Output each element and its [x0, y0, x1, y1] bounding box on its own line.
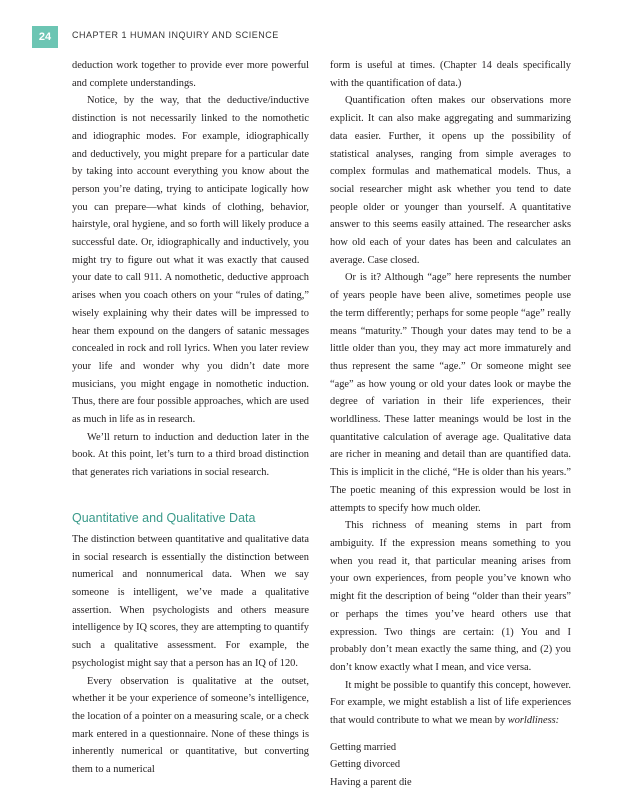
list-item: Getting married: [330, 741, 397, 753]
paragraph: Every observation is qualitative at the outset, whether it be your experience of someone’s intelligence, the location of a pointer on a measuring scale, or a check mark entered in a questionnaire. None of these things is inherently numerical or quantitative, but converting them to a numerical: [72, 675, 309, 776]
paragraph: The distinction between quantitative and qualitative data in social research is essentially the distinction between numerical and nonnumerical data. When we say someone is intelligent, we’ve made a qualitative assertion. When psychologists and others measure intelligence by IQ scores, they are attempting to quantify such a qualitative assessment. For example, the psychologist might say that a person has an IQ of 120.: [72, 533, 309, 669]
left-column: [72, 57, 309, 779]
paragraph: This richness of meaning stems in part from ambiguity. If the expression means something to you when you read it, that particular meaning arises from your own experiences, from people you’ve known who might fit the description of being “older than their years” or perhaps the times you’ve heard others use that expression. Two things are certain: (1) You and I probably don’t mean exactly the same thing, and (2) you don’t know exactly what I mean, and vice versa.: [330, 520, 571, 673]
list-item: Getting divorced: [330, 759, 401, 771]
paragraph: Quantification often makes our observations more explicit. It can also make aggregating and summarizing data easier. Further, it opens up the possibility of statistical analyses, ranging from simple averages to complex formulas and mathematical models. Thus, a social researcher might ask whether you tend to date people older or younger than yourself. A quantitative answer to this seems easily attained. The researcher asks how old each of your dates has been and calculates an average. Case closed.: [330, 95, 571, 266]
paragraph: form is useful at times. (Chapter 14 deals specifically with the quantification of data.): [330, 60, 571, 89]
paragraph: [330, 677, 571, 730]
paragraph-text: It might be possible to quantify this concept, however. For example, we might establish a list of life experiences that would contribute to what we mean by: [330, 679, 571, 727]
right-column: [330, 57, 571, 792]
paragraph: Notice, by the way, that the deductive/inductive distinction is not necessarily linked to the nomothetic and idiographic modes. For example, idiographically and deductively, you might prepare for a particular date by taking into account everything you know about the person you’re dating, trying to anticipate logically how you can prepare—what kinds of clothing, behavior, hairstyle, oral hygiene, and so forth will likely produce a successful date. Or, idiographically and inductively, you might try to figure out what it was exactly that caused your date to call 911. A nomothetic, deductive approach arises when you coach others on your “rules of dating,” wisely explaining why their dates will be impressed to hear them expound on the dangers of satanic messages concealed in rock and roll lyrics. When you later review your life and wonder why you didn’t date more musicians, you might engage in nomothetic induction. Thus, there are four possible approaches, which are used as much in life as in research.: [72, 95, 309, 426]
section-heading: Quantitative and Qualitative Data: [72, 510, 256, 525]
running-head: CHAPTER 1 HUMAN INQUIRY AND SCIENCE: [72, 30, 279, 40]
page-number: 24: [32, 26, 58, 48]
paragraph: deduction work together to provide ever more powerful and complete understandings.: [72, 60, 309, 89]
page-header: [0, 0, 636, 50]
paragraph: Or is it? Although “age” here represents the number of years people have been alive, sometimes people use the term differently; perhaps for some people “age” really means “maturity.” Though your dates may tend to be a little older than you, they may act more immaturely and thus represent the same “age.” Or someone might see “age” as how young or old your dates look or maybe the degree of variation in their life experiences, their worldliness. These latter meanings would be lost in the quantitative calculation of average age. Qualitative data are richer in meaning and detail than are quantified data. This is implicit in the cliché, “He is older than his years.” The poetic meaning of this expression would be lost in attempts to specify how much older.: [330, 272, 571, 514]
list-item: Having a parent die: [330, 777, 412, 789]
paragraph: We’ll return to induction and deduction later in the book. At this point, let’s turn to a third broad distinction that generates rich variations in social research.: [72, 431, 309, 479]
experience-list: [330, 739, 571, 792]
italic-term: worldliness:: [507, 715, 560, 727]
